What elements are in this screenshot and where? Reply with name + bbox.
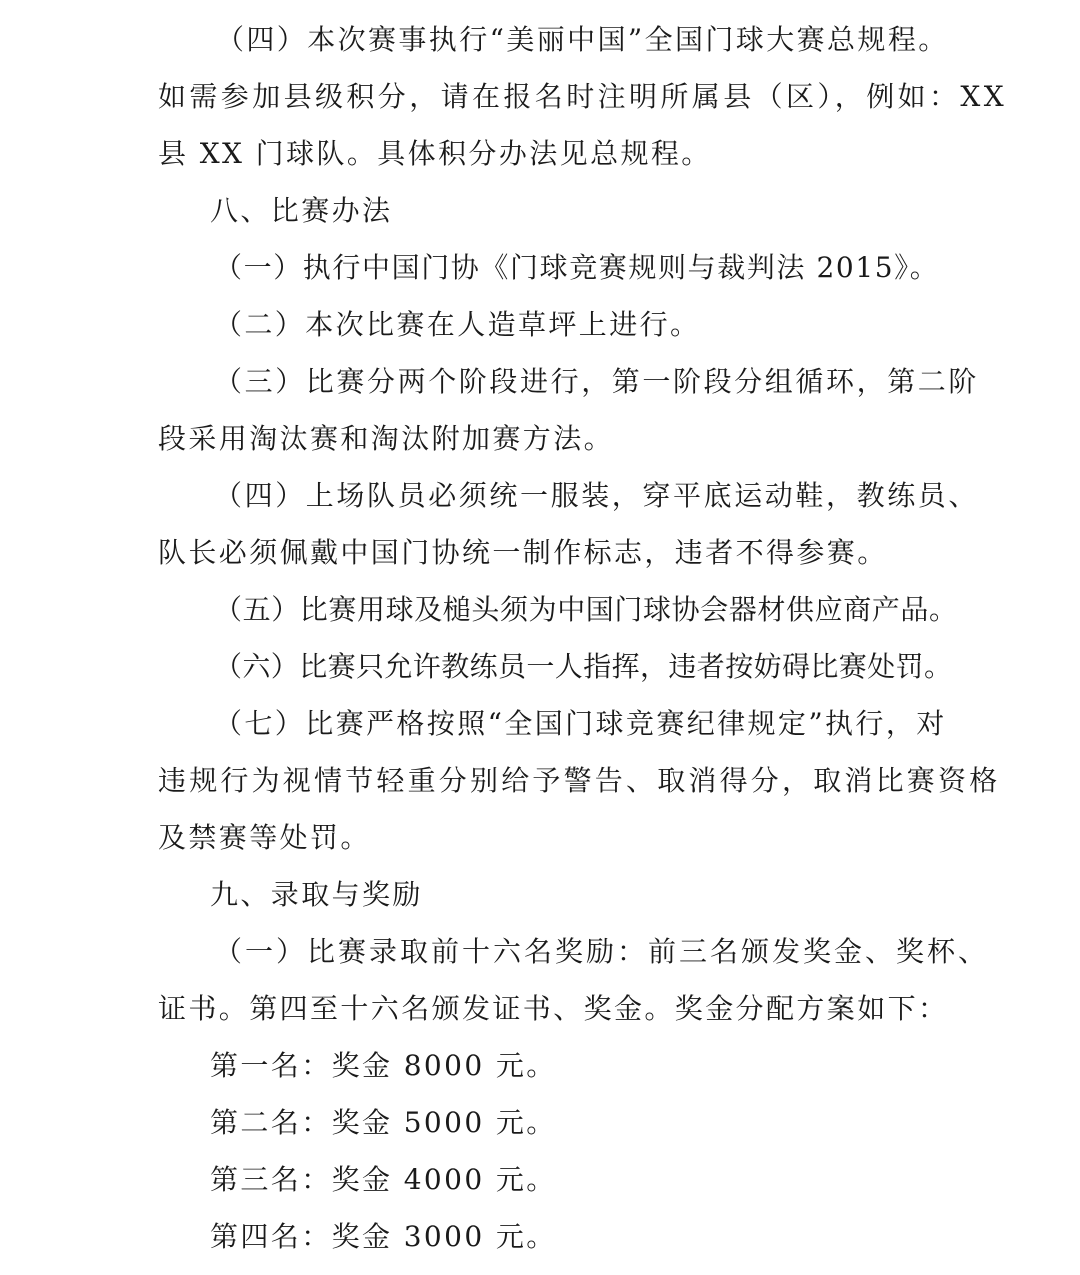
paragraph-line-knockout: 段采用淘汰赛和淘汰附加赛方法。 [158, 422, 615, 455]
paragraph-line-county-points: 如需参加县级积分，请在报名时注明所属县（区），例如：XX [158, 80, 1008, 113]
paragraph-line-artificial-turf: （二）本次比赛在人造草坪上进行。 [214, 308, 701, 341]
paragraph-line-coach-command: （六）比赛只允许教练员一人指挥，违者按妨碍比赛处罚。 [214, 650, 953, 683]
paragraph-line-equipment: （五）比赛用球及槌头须为中国门球协会器材供应商产品。 [214, 593, 958, 626]
paragraph-line-discipline: （七）比赛严格按照“全国门球竞赛纪律规定”执行，对 [214, 707, 947, 740]
prize-first-place: 第一名：奖金 8000 元。 [210, 1049, 557, 1082]
paragraph-line-badge: 队长必须佩戴中国门协统一制作标志，违者不得参赛。 [158, 536, 888, 569]
paragraph-line-rules-2015: （一）执行中国门协《门球竞赛规则与裁判法 2015》。 [214, 251, 940, 284]
paragraph-line-uniform: （四）上场队员必须统一服装，穿平底运动鞋，教练员、 [214, 479, 980, 512]
section-heading-competition-method: 八、比赛办法 [210, 194, 393, 227]
paragraph-line-two-stages: （三）比赛分两个阶段进行，第一阶段分组循环，第二阶 [214, 365, 980, 398]
paragraph-line-rules-reference: （四）本次赛事执行“美丽中国”全国门球大赛总规程。 [216, 23, 949, 56]
prize-fourth-place: 第四名：奖金 3000 元。 [210, 1220, 557, 1253]
paragraph-line-county-example: 县 XX 门球队。具体积分办法见总规程。 [158, 137, 712, 170]
section-heading-awards: 九、录取与奖励 [210, 878, 423, 911]
prize-second-place: 第二名：奖金 5000 元。 [210, 1106, 557, 1139]
paragraph-line-penalties: 违规行为视情节轻重分别给予警告、取消得分，取消比赛资格 [158, 764, 1001, 797]
paragraph-line-ban: 及禁赛等处罚。 [158, 821, 371, 854]
paragraph-line-prize-plan: 证书。第四至十六名颁发证书、奖金。奖金分配方案如下： [158, 992, 949, 1025]
prize-third-place: 第三名：奖金 4000 元。 [210, 1163, 557, 1196]
paragraph-line-top-sixteen: （一）比赛录取前十六名奖励：前三名颁发奖金、奖杯、 [214, 935, 990, 968]
